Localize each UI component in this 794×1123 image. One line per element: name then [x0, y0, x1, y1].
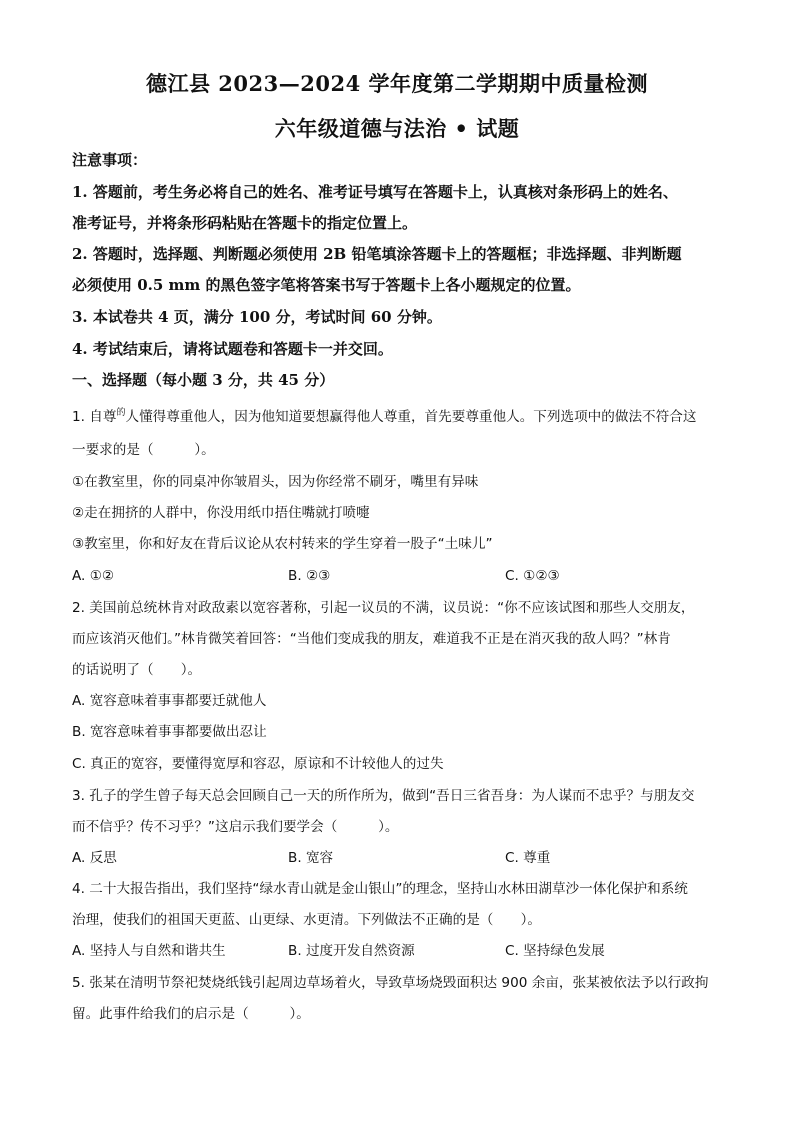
notice-line: 准考证号，并将条形码粘贴在答题卡的指定位置上。: [72, 214, 418, 232]
question-1-sup: 的: [116, 408, 126, 418]
question-5-stem-cont: 留。此事件给我们的启示是（ ）。: [72, 1006, 310, 1022]
question-1-stem-cont: 一要求的是（ ）。: [72, 442, 215, 458]
notice-line: 4. 考试结束后，请将试题卷和答题卡一并交回。: [72, 340, 393, 358]
question-1-option-b: B. ②③: [288, 568, 331, 584]
question-3-option-c: C. 尊重: [505, 850, 551, 866]
question-4-option-c: C. 坚持绿色发展: [505, 943, 605, 959]
question-1-number: 1. 自尊: [72, 409, 117, 425]
question-4-option-a: A. 坚持人与自然和谐共生: [72, 943, 226, 959]
notice-line: 3. 本试卷共 4 页，满分 100 分，考试时间 60 分钟。: [72, 308, 442, 326]
question-4-stem-cont: 治理，使我们的祖国天更蓝、山更绿、水更清。下列做法不正确的是（ ）。: [72, 912, 541, 928]
question-2-stem-cont: 的话说明了（ ）。: [72, 662, 202, 678]
notice-line: 1. 答题前，考生务必将自己的姓名、准考证号填写在答题卡上，认真核对条形码上的姓名、: [72, 183, 678, 201]
question-2-option-c: C. 真正的宽容，要懂得宽厚和容忍，原谅和不计较他人的过失: [72, 756, 444, 772]
section-heading: 一、选择题（每小题 3 分，共 45 分）: [72, 371, 335, 389]
question-2-stem: 2. 美国前总统林肯对政敌素以宽容著称，引起一议员的不满，议员说：“你不应该试图和那些人交朋友，: [72, 600, 695, 616]
question-2-stem-cont: 而应该消灭他们。”林肯微笑着回答：“当他们变成我的朋友，难道我不正是在消灭我的敌人吗？”林肯: [72, 631, 671, 647]
exam-subtitle: 六年级道德与法治 • 试题: [274, 116, 520, 141]
notice-line: 2. 答题时，选择题、判断题必须使用 2B 铅笔填涂答题卡上的答题框；非选择题、非判断题: [72, 245, 682, 263]
question-1-item: ③教室里，你和好友在背后议论从农村转来的学生穿着一股子“土味儿”: [72, 536, 493, 552]
question-3-stem: 3. 孔子的学生曾子每天总会回顾自己一天的所作所为，做到“吾日三省吾身：为人谋而不忠乎？与朋友交: [72, 788, 695, 804]
question-4-option-b: B. 过度开发自然资源: [288, 943, 415, 959]
question-2-option-b: B. 宽容意味着事事都要做出忍让: [72, 724, 267, 740]
question-1-option-c: C. ①②③: [505, 568, 560, 584]
question-1-text: 人懂得尊重他人，因为他知道要想赢得他人尊重，首先要尊重他人。下列选项中的做法不符合这: [125, 409, 697, 425]
question-2-option-a: A. 宽容意味着事事都要迁就他人: [72, 693, 267, 709]
exam-title: 德江县 2023—2024 学年度第二学期期中质量检测: [145, 71, 648, 96]
question-3-stem-cont: 而不信乎？传不习乎？”这启示我们要学会（ ）。: [72, 819, 399, 835]
notice-heading: 注意事项：: [72, 151, 148, 169]
question-3-option-b: B. 宽容: [288, 850, 334, 866]
question-5-stem: 5. 张某在清明节祭祀焚烧纸钱引起周边草场着火，导致草场烧毁面积达 900 余亩，张某被依法予以行政拘: [72, 975, 709, 991]
question-3-option-a: A. 反思: [72, 850, 117, 866]
notice-line: 必须使用 0.5 mm 的黑色签字笔将答案书写于答题卡上各小题规定的位置。: [72, 276, 581, 294]
question-1-item: ①在教室里，你的同桌冲你皱眉头，因为你经常不刷牙，嘴里有异味: [72, 474, 479, 490]
question-4-stem: 4. 二十大报告指出，我们坚持“绿水青山就是金山银山”的理念，坚持山水林田湖草沙一体化保护和系统: [72, 881, 688, 897]
question-1-option-a: A. ①②: [72, 568, 115, 584]
question-1-item: ②走在拥挤的人群中，你没用纸巾捂住嘴就打喷嚏: [72, 505, 370, 521]
question-1-stem: [72, 407, 732, 429]
